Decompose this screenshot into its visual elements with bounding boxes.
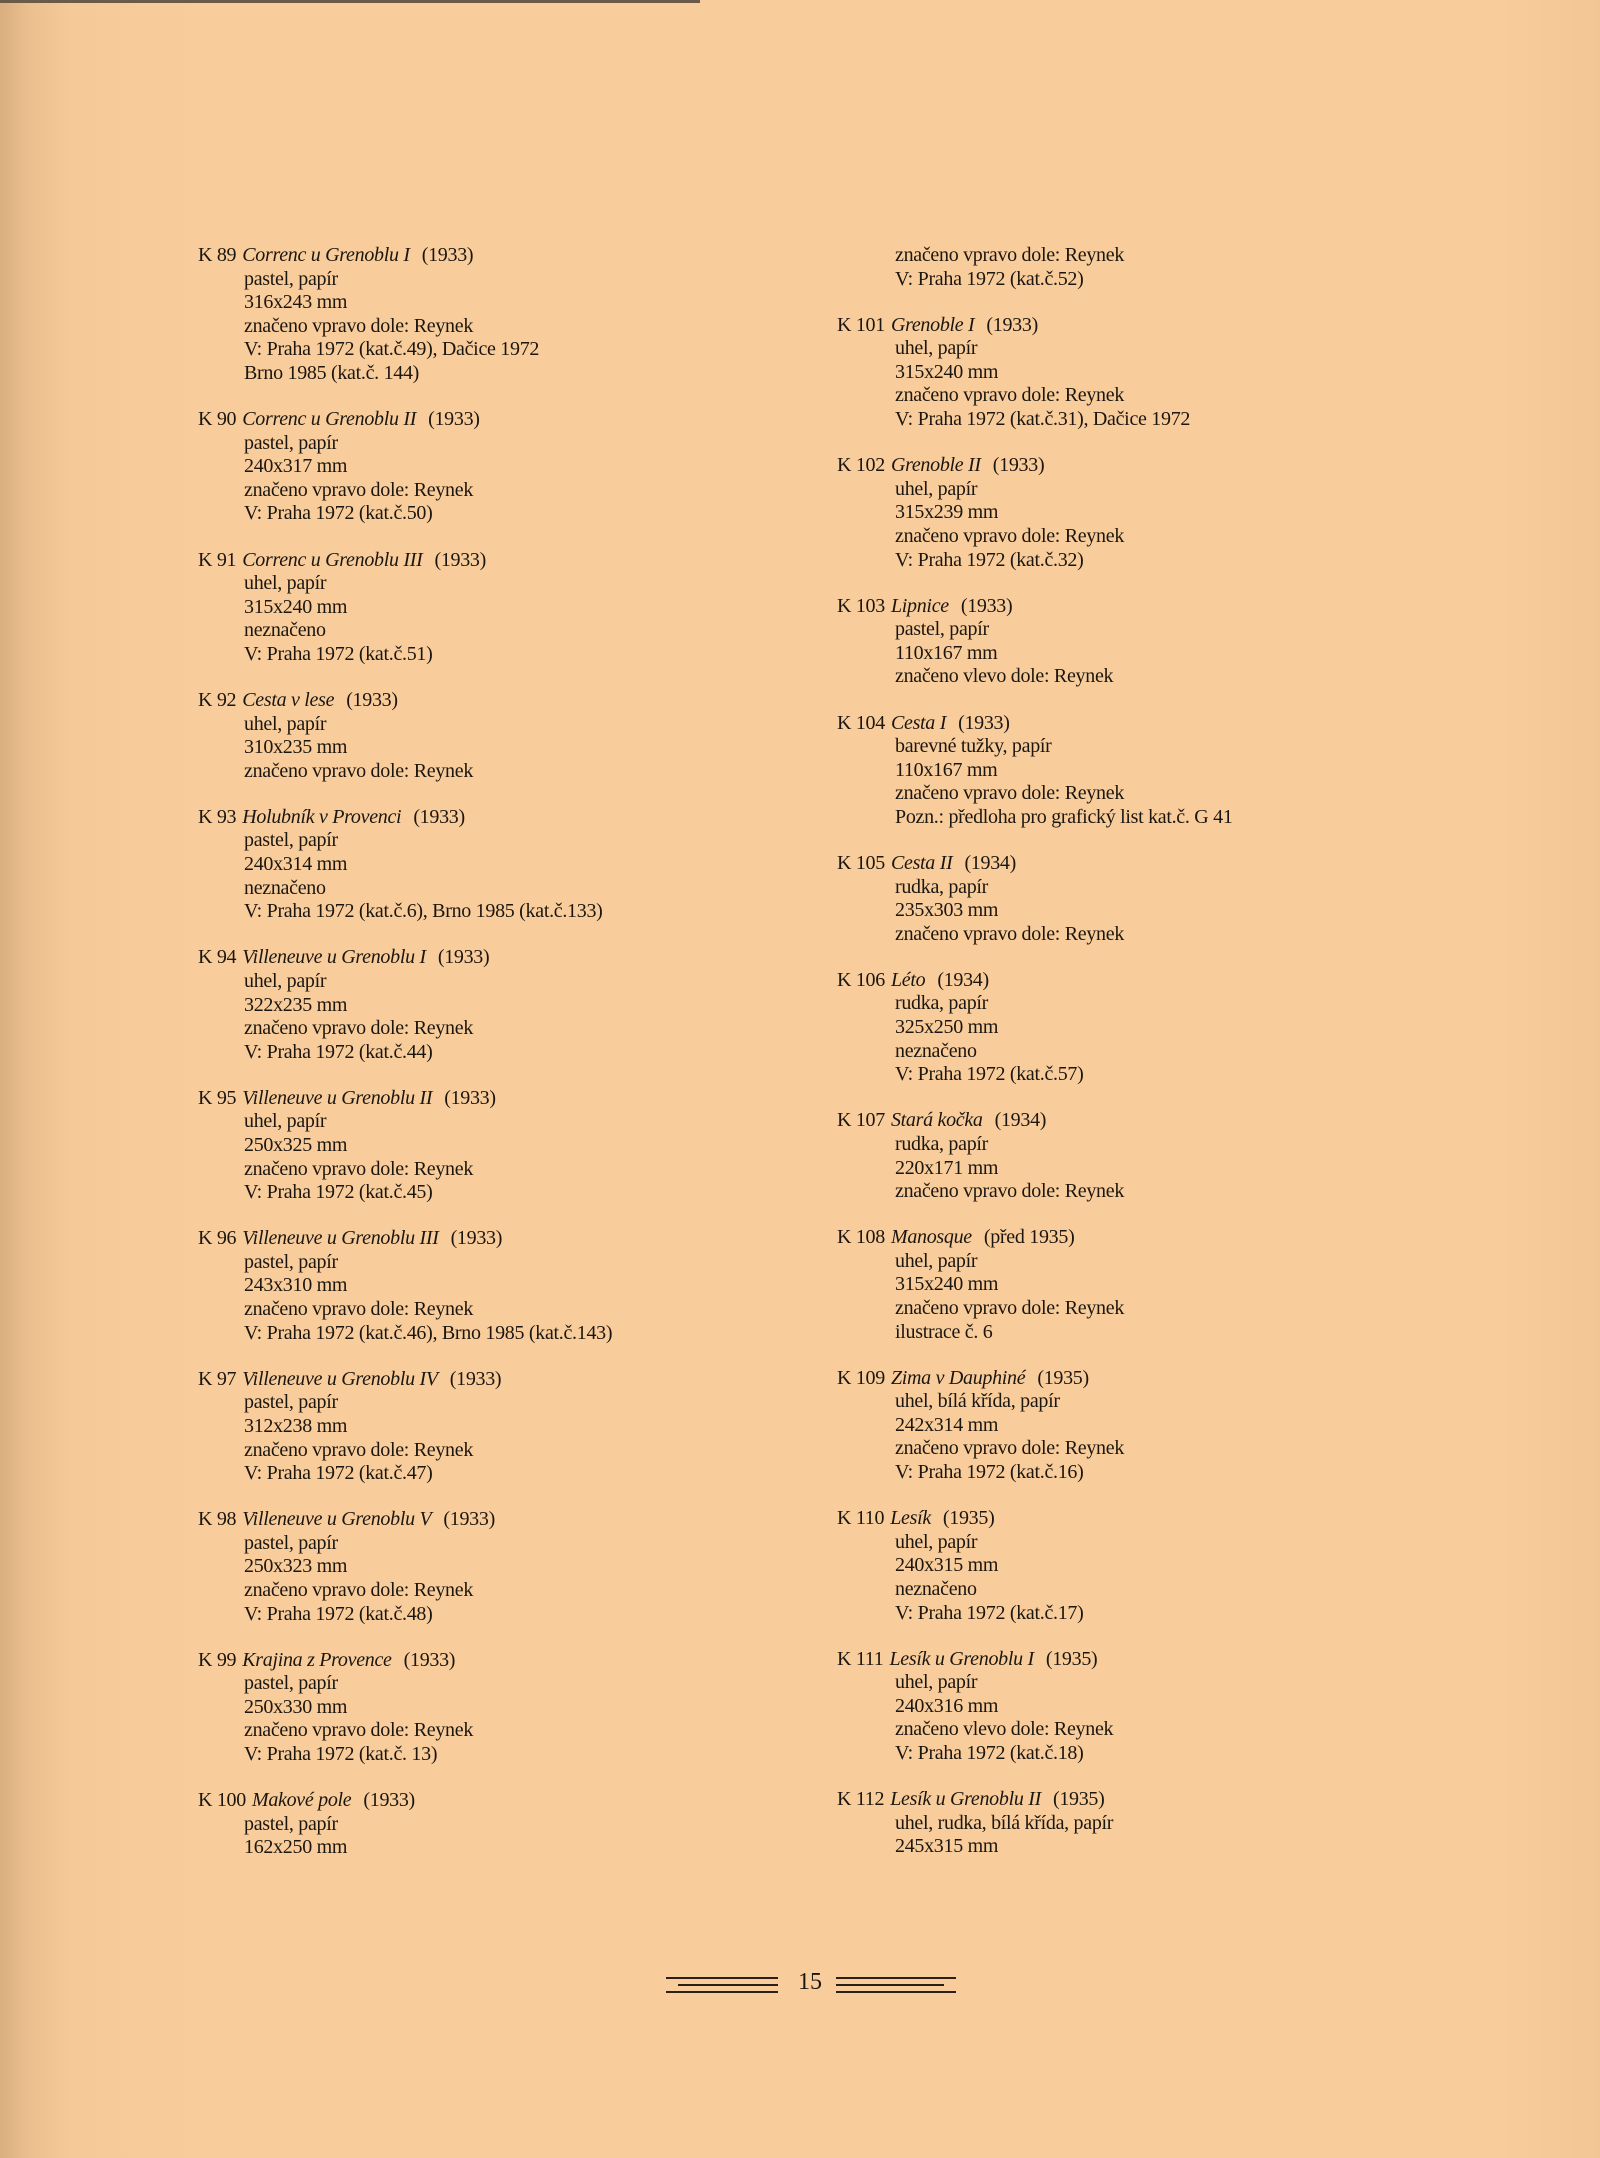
entry-detail: značeno vlevo dole: Reynek	[895, 1718, 1114, 1741]
entry-detail: 245x315 mm	[895, 1835, 999, 1858]
catalog-entry	[198, 1227, 612, 1345]
entry-detail: značeno vpravo dole: Reynek	[895, 1296, 1125, 1319]
entry-year: (1934)	[964, 851, 1016, 874]
entry-year: (1933)	[986, 313, 1038, 336]
catalog-entry	[837, 1109, 1233, 1203]
entry-number: K 90	[198, 408, 237, 431]
page-edge-shadow	[0, 0, 700, 3]
footer-rule-left-1	[666, 1977, 778, 1979]
entry-detail: 242x314 mm	[895, 1413, 999, 1436]
entry-detail: značeno vpravo dole: Reynek	[895, 524, 1125, 547]
entry-heading	[198, 1087, 612, 1111]
entry-year: (1933)	[444, 1086, 496, 1109]
entry-detail: 243x310 mm	[244, 1274, 348, 1297]
entry-year: (1933)	[443, 1508, 495, 1531]
entry-heading	[837, 1648, 1233, 1672]
entry-year: (1933)	[403, 1648, 456, 1671]
entry-detail: 220x171 mm	[895, 1156, 999, 1179]
entry-heading	[837, 1367, 1233, 1391]
entry-number: K 108	[837, 1226, 885, 1249]
catalog-entry	[837, 314, 1233, 432]
page-footer	[666, 1967, 956, 2007]
entry-detail: rudka, papír	[895, 1132, 989, 1155]
entry-title: Cesta II	[890, 851, 953, 874]
entry-year: (1933)	[450, 1227, 503, 1250]
entry-detail: ilustrace č. 6	[895, 1320, 993, 1343]
entry-year: (před 1935)	[983, 1226, 1075, 1249]
entry-title: Zima v Dauphiné	[890, 1366, 1026, 1389]
entry-year: (1933)	[449, 1367, 502, 1390]
entry-number: K 111	[837, 1647, 884, 1670]
entry-detail: pastel, papír	[895, 618, 989, 641]
entry-detail: značeno vpravo dole: Reynek	[244, 1438, 474, 1461]
entry-detail: neznačeno	[895, 1577, 977, 1600]
entry-detail: značeno vpravo dole: Reynek	[244, 759, 474, 782]
footer-rule-right-3	[836, 1991, 956, 1993]
entry-detail: 315x239 mm	[895, 501, 999, 524]
entry-heading	[198, 1649, 612, 1673]
catalog-entry	[837, 1648, 1233, 1766]
entry-detail: pastel, papír	[244, 1672, 338, 1695]
entry-heading	[837, 595, 1233, 619]
entry-detail: 240x315 mm	[895, 1554, 999, 1577]
entry-detail: V: Praha 1972 (kat.č.47)	[244, 1462, 433, 1485]
catalog-entry	[198, 244, 612, 386]
catalog-entry	[837, 712, 1233, 830]
entry-year: (1933)	[434, 548, 486, 571]
entry-detail: V: Praha 1972 (kat.č.57)	[895, 1063, 1084, 1086]
entry-title: Correnc u Grenoblu I	[242, 244, 410, 266]
entry-heading	[198, 1789, 612, 1813]
entry-detail: V: Praha 1972 (kat.č.31), Dačice 1972	[895, 408, 1191, 431]
entry-year: (1935)	[1045, 1647, 1098, 1670]
entry-detail: 315x240 mm	[895, 360, 999, 383]
entry-heading	[198, 1368, 612, 1392]
entry-detail: pastel, papír	[244, 1812, 338, 1835]
entry-number: K 102	[837, 454, 885, 477]
entry-detail: V: Praha 1972 (kat.č.18)	[895, 1741, 1084, 1764]
entry-year: (1933)	[958, 711, 1010, 734]
entry-detail: uhel, papír	[895, 477, 978, 500]
entry-title: Villeneuve u Grenoblu III	[242, 1227, 439, 1250]
entry-detail: značeno vlevo dole: Reynek	[895, 665, 1114, 688]
entry-number: K 106	[837, 968, 885, 991]
entry-number: K 91	[198, 548, 237, 571]
catalog-entry	[198, 1649, 612, 1767]
entry-number: K 107	[837, 1109, 885, 1132]
entry-heading	[837, 1226, 1233, 1250]
entry-heading	[198, 946, 612, 970]
entry-heading	[837, 1507, 1233, 1531]
entry-detail: V: Praha 1972 (kat.č.48)	[244, 1602, 433, 1625]
entry-heading	[837, 969, 1233, 993]
entry-title: Lipnice	[890, 594, 949, 617]
entry-number: K 93	[198, 805, 237, 828]
entry-detail: 310x235 mm	[244, 736, 348, 759]
entry-year: (1933)	[421, 244, 474, 266]
entry-detail: značeno vpravo dole: Reynek	[895, 782, 1125, 805]
catalog-entry	[198, 1087, 612, 1205]
entry-title: Krajina z Provence	[242, 1648, 392, 1671]
entry-number: K 89	[198, 244, 237, 266]
entry-number: K 104	[837, 711, 885, 734]
catalog-entry	[837, 969, 1233, 1087]
entry-detail: pastel, papír	[244, 1250, 338, 1273]
entry-title: Villeneuve u Grenoblu V	[242, 1508, 432, 1531]
entry-detail: uhel, papír	[895, 1249, 978, 1272]
entry-detail: V: Praha 1972 (kat.č.50)	[244, 502, 433, 525]
entry-detail: uhel, papír	[244, 969, 327, 992]
entry-detail: 315x240 mm	[244, 595, 348, 618]
entry-title: Correnc u Grenoblu II	[242, 408, 417, 431]
entry-heading	[198, 408, 612, 432]
entry-detail: 110x167 mm	[895, 641, 998, 664]
entry-heading	[837, 454, 1233, 478]
entry-title: Cesta v lese	[242, 689, 335, 711]
entry-heading	[198, 689, 612, 713]
entry-number: K 94	[198, 946, 237, 969]
entry-detail: značeno vpravo dole: Reynek	[895, 384, 1125, 407]
entry-heading	[837, 1109, 1233, 1133]
entry-detail: 312x238 mm	[244, 1414, 348, 1437]
entry-detail: uhel, papír	[895, 1671, 978, 1694]
entry-detail: V: Praha 1972 (kat.č.45)	[244, 1181, 433, 1204]
entry-detail: 250x325 mm	[244, 1134, 348, 1156]
entry-detail: značeno vpravo dole: Reynek	[895, 1180, 1125, 1203]
entry-heading	[837, 852, 1233, 876]
entry-title: Villeneuve u Grenoblu II	[242, 1086, 433, 1109]
entry-detail: V: Praha 1972 (kat.č. 13)	[244, 1743, 438, 1766]
page-number: 15	[798, 1969, 822, 1995]
entry-heading	[837, 1788, 1233, 1812]
footer-rule-right-1	[836, 1977, 956, 1979]
catalog-entry	[198, 1368, 612, 1486]
entry-detail: uhel, bílá křída, papír	[895, 1390, 1060, 1413]
entry-detail: pastel, papír	[244, 1531, 338, 1554]
entry-detail: 240x316 mm	[895, 1694, 999, 1717]
entry-detail: značeno vpravo dole: Reynek	[244, 1298, 474, 1321]
entry-heading	[837, 712, 1233, 736]
footer-rule-left-3	[666, 1991, 778, 1993]
entry-year: (1933)	[346, 689, 398, 711]
entry-detail: Pozn.: předloha pro grafický list kat.č. G 41	[895, 805, 1233, 828]
continued-entry	[837, 244, 1233, 291]
entry-number: K 112	[837, 1788, 885, 1811]
catalog-entry	[837, 1367, 1233, 1485]
entry-year: (1933)	[363, 1789, 415, 1812]
catalog-entry	[837, 454, 1233, 572]
entry-detail: 315x240 mm	[895, 1273, 999, 1296]
catalog-entry	[198, 689, 612, 783]
entry-title: Manosque	[890, 1226, 972, 1249]
entry-title: Lesík u Grenoblu II	[890, 1788, 1041, 1811]
entry-number: K 100	[198, 1789, 246, 1812]
entry-title: Makové pole	[251, 1789, 352, 1812]
entry-detail: značeno vpravo dole: Reynek	[895, 244, 1125, 266]
catalog-entry	[198, 549, 612, 667]
entry-detail: 240x317 mm	[244, 455, 348, 478]
entry-heading	[198, 1227, 612, 1251]
entry-heading	[198, 549, 612, 573]
entry-title: Holubník v Provenci	[242, 805, 402, 828]
catalog-entry	[837, 1507, 1233, 1625]
entry-detail: pastel, papír	[244, 431, 338, 454]
entry-number: K 109	[837, 1366, 885, 1389]
entry-detail: pastel, papír	[244, 829, 338, 852]
entry-number: K 103	[837, 594, 885, 617]
entry-detail: uhel, papír	[244, 712, 327, 735]
catalog-entry	[198, 946, 612, 1064]
entry-detail: značeno vpravo dole: Reynek	[895, 922, 1125, 945]
entry-detail: značeno vpravo dole: Reynek	[244, 1157, 474, 1180]
entry-year: (1933)	[960, 594, 1013, 617]
entry-title: Léto	[890, 968, 926, 991]
entry-number: K 99	[198, 1648, 237, 1671]
entry-detail: V: Praha 1972 (kat.č.17)	[895, 1601, 1084, 1624]
catalog-entry	[837, 852, 1233, 946]
entry-detail: V: Praha 1972 (kat.č.49), Dačice 1972	[244, 338, 540, 361]
catalog-entry	[198, 806, 612, 924]
catalog-entry	[837, 1788, 1233, 1859]
entry-title: Stará kočka	[890, 1109, 983, 1132]
entry-number: K 98	[198, 1508, 237, 1531]
entry-title: Grenoble II	[890, 454, 981, 477]
footer-rule-left-2	[678, 1984, 778, 1986]
entry-detail: 240x314 mm	[244, 853, 348, 876]
entry-detail: značeno vpravo dole: Reynek	[244, 1579, 474, 1601]
entry-detail: V: Praha 1972 (kat.č.46), Brno 1985 (kat.č.143)	[244, 1321, 613, 1344]
entry-detail: Brno 1985 (kat.č. 144)	[244, 361, 420, 384]
entry-number: K 105	[837, 851, 885, 874]
entry-heading	[198, 244, 612, 268]
entry-year: (1933)	[413, 805, 465, 828]
catalog-entry	[198, 408, 612, 526]
entry-detail: uhel, papír	[895, 337, 978, 360]
left-column	[198, 244, 612, 1882]
entry-detail: 322x235 mm	[244, 993, 348, 1016]
entry-detail: 110x167 mm	[895, 758, 998, 781]
entry-detail: V: Praha 1972 (kat.č.52)	[895, 267, 1084, 290]
catalog-entry	[837, 1226, 1233, 1344]
entry-year: (1934)	[994, 1109, 1047, 1132]
entry-heading	[837, 314, 1233, 338]
catalog-entry	[198, 1508, 612, 1626]
entry-detail: barevné tužky, papír	[895, 735, 1052, 758]
entry-detail: V: Praha 1972 (kat.č.51)	[244, 642, 433, 665]
entry-year: (1935)	[1052, 1788, 1105, 1811]
entry-detail: pastel, papír	[244, 1391, 338, 1414]
entry-title: Correnc u Grenoblu III	[242, 548, 423, 571]
entry-year: (1935)	[1037, 1366, 1089, 1389]
entry-detail: značeno vpravo dole: Reynek	[244, 478, 474, 501]
footer-rule-right-2	[836, 1984, 944, 1986]
catalog-entry	[837, 595, 1233, 689]
entry-title: Cesta I	[890, 711, 947, 734]
entry-number: K 97	[198, 1367, 237, 1390]
entry-number: K 92	[198, 689, 237, 711]
entry-detail: uhel, rudka, bílá křída, papír	[895, 1811, 1114, 1834]
entry-detail: uhel, papír	[244, 1110, 327, 1133]
entry-number: K 96	[198, 1227, 237, 1250]
entry-detail: neznačeno	[244, 876, 326, 899]
entry-number: K 95	[198, 1086, 237, 1109]
entry-year: (1934)	[937, 968, 989, 991]
entry-title: Lesík	[890, 1507, 931, 1530]
entry-year: (1933)	[437, 946, 490, 969]
entry-title: Villeneuve u Grenoblu IV	[242, 1367, 438, 1390]
entry-number: K 101	[837, 313, 885, 336]
entry-detail: značeno vpravo dole: Reynek	[244, 1017, 474, 1040]
entry-title: Grenoble I	[890, 313, 975, 336]
entry-detail: 235x303 mm	[895, 899, 999, 922]
entry-heading	[198, 806, 612, 830]
entry-number: K 110	[837, 1507, 885, 1530]
entry-detail: uhel, papír	[244, 572, 327, 595]
entry-detail: neznačeno	[895, 1039, 977, 1062]
entry-detail: rudka, papír	[895, 875, 989, 898]
entry-detail: značeno vpravo dole: Reynek	[244, 1719, 474, 1742]
entry-detail: V: Praha 1972 (kat.č.44)	[244, 1040, 433, 1063]
entry-heading	[198, 1508, 612, 1532]
entry-detail: 316x243 mm	[244, 291, 348, 314]
entry-detail: pastel, papír	[244, 267, 338, 290]
entry-year: (1935)	[942, 1507, 995, 1530]
entry-title: Villeneuve u Grenoblu I	[242, 946, 426, 969]
entry-detail: 325x250 mm	[895, 1016, 999, 1039]
entry-detail: značeno vpravo dole: Reynek	[895, 1437, 1125, 1460]
entry-title: Lesík u Grenoblu I	[889, 1647, 1034, 1670]
entry-detail: neznačeno	[244, 619, 326, 642]
entry-detail: 250x330 mm	[244, 1695, 348, 1718]
entry-year: (1933)	[428, 408, 480, 431]
entry-detail: 250x323 mm	[244, 1555, 348, 1578]
entry-detail: značeno vpravo dole: Reynek	[244, 314, 474, 337]
entry-detail: rudka, papír	[895, 992, 989, 1015]
entry-year: (1933)	[992, 454, 1045, 477]
entry-detail: V: Praha 1972 (kat.č.32)	[895, 548, 1084, 571]
entry-detail: V: Praha 1972 (kat.č.6), Brno 1985 (kat.č.133)	[244, 900, 603, 923]
entry-detail: uhel, papír	[895, 1530, 978, 1553]
right-column	[837, 244, 1233, 1881]
entry-detail: V: Praha 1972 (kat.č.16)	[895, 1461, 1084, 1484]
catalog-entry	[198, 1789, 612, 1860]
entry-detail: 162x250 mm	[244, 1836, 348, 1859]
